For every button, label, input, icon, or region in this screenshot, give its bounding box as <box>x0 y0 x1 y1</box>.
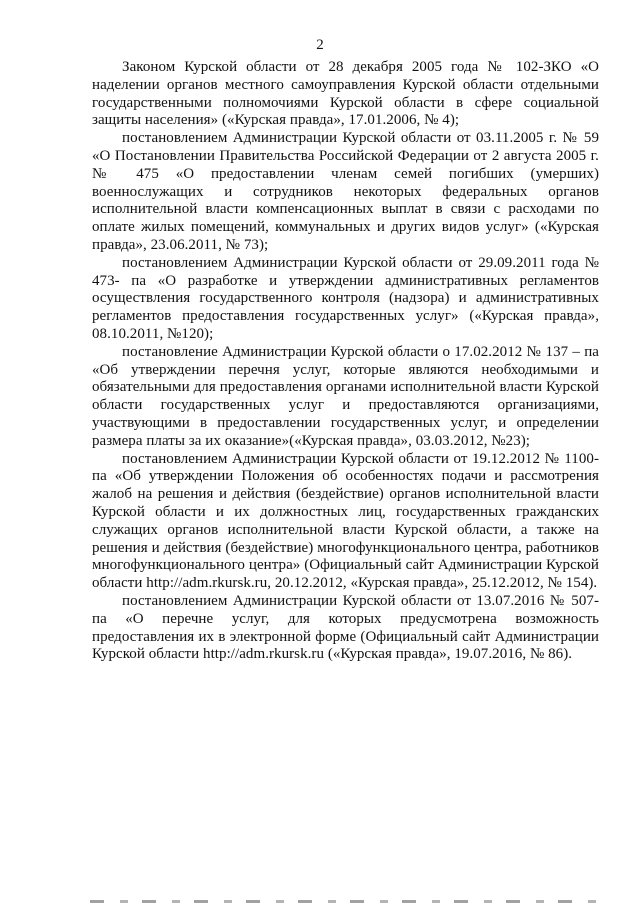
paragraph-resolution-1100: постановлением Администрации Курской области от 19.12.2012 № 1100- па «Об утверждении Положения об особенностях подачи и рассмотрения жалоб на решения и действия (бездействие) органов исполнительной власти Курской области и их должностных лиц, государственных гражданских служащих органов исполнительной власти Курской области, а также на решения и действия (бездействие) многофункционального центра, работников многофункционального центра» (Официальный сайт Администрации Курской области http://adm.rkursk.ru, 20.12.2012, «Курская правда», 25.12.2012, № 154). <box>92 450 599 592</box>
page-number: 2 <box>316 37 324 53</box>
paragraph-resolution-137: постановление Администрации Курской области о 17.02.2012 № 137 – па «Об утверждении перечня услуг, которые являются необходимыми и обязательными для предоставления органами исполнительной власти Курской области государственных услуг и предоставляются организациями, участвующими в предоставлении государственных услуг, и определении размера платы за их оказание»(«Курская правда», 03.03.2012, №23); <box>92 343 599 449</box>
scan-edge-artifact <box>90 900 610 903</box>
paragraph-law-102-zko: Законом Курской области от 28 декабря 2005 года № 102-ЗКО «О наделении органов местного самоуправления Курской области отдельными государственными полномочиями Курской области в сфере социальной защиты населения» («Курская правда», 17.01.2006, № 4); <box>92 59 599 129</box>
document-body <box>92 59 599 664</box>
paragraph-resolution-473: постановлением Администрации Курской области от 29.09.2011 года № 473- па «О разработке и утверждении административных регламентов осуществления государственного контроля (надзора) и административных регламентов предоставления государственных услуг» («Курская правда», 08.10.2011, №120); <box>92 254 599 342</box>
paragraph-resolution-507: постановлением Администрации Курской области от 13.07.2016 № 507-па «О перечне услуг, для которых предусмотрена возможность предоставления их в электронной форме (Официальный сайт Администрации Курской области http://adm.rkursk.ru («Курская правда», 19.07.2016, № 86). <box>92 592 599 663</box>
paragraph-resolution-59: постановлением Администрации Курской области от 03.11.2005 г. № 59 «О Постановлении Правительства Российской Федерации от 2 августа 2005 г. № 475 «О предоставлении членам семей погибших (умерших) военнослужащих и сотрудников некоторых федеральных органов исполнительной власти компенсационных выплат в связи с расходами по оплате жилых помещений, коммунальных и других видов услуг» («Курская правда», 23.06.2011, № 73); <box>92 130 599 253</box>
